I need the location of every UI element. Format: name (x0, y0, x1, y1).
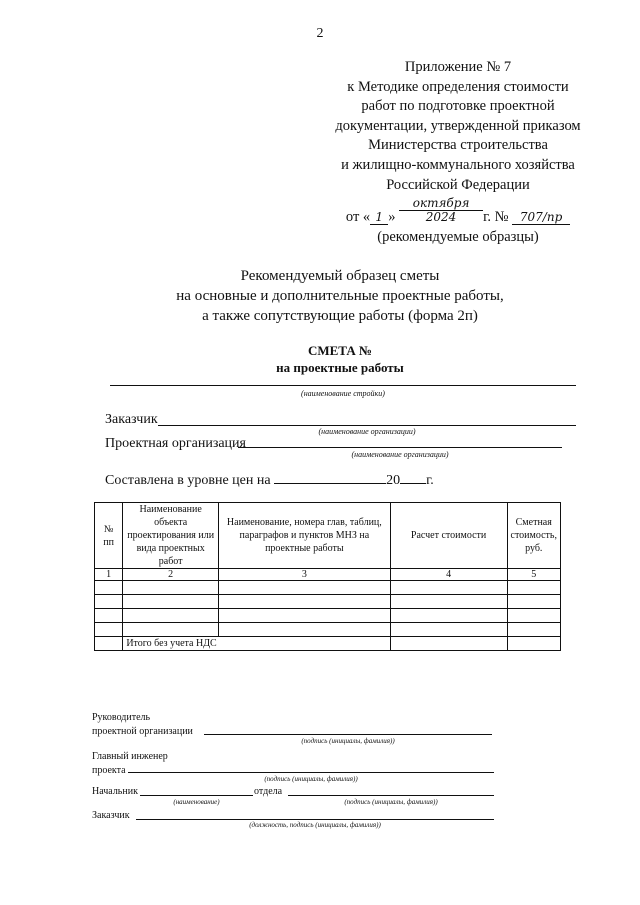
customer-sign-label: Заказчик (92, 810, 130, 821)
chief-signature-line[interactable] (128, 772, 494, 773)
dept-name-line[interactable] (140, 795, 253, 796)
head-signature-caption: (подпись (инициалы, фамилия)) (301, 737, 395, 745)
date-mid: » (388, 209, 396, 225)
col-header-object: Наименование объекта проектирования или вида проектных работ (123, 503, 219, 569)
table-cell[interactable] (219, 581, 391, 595)
head-signature-line[interactable] (204, 734, 492, 735)
recommended-note: (рекомендуемые образцы) (377, 229, 539, 245)
dept-name-caption: (наименование) (173, 798, 220, 806)
smeta-title: СМЕТА № (307, 343, 373, 358)
dept-signature-line[interactable] (288, 795, 494, 796)
price-year-suffix: г. (426, 473, 434, 488)
appendix-line: документации, утвержденной приказом (335, 117, 581, 134)
table-cell[interactable] (390, 637, 507, 651)
price-date-field[interactable] (274, 471, 386, 484)
customer-signature-line[interactable] (136, 819, 494, 820)
table-cell[interactable] (390, 609, 507, 623)
table-column-numbers-row (95, 569, 561, 581)
date-month-year-handwritten: октября 2024 (399, 196, 483, 211)
table-cell[interactable] (123, 623, 219, 637)
dept-label-2: отдела (254, 786, 283, 797)
customer-signature-caption: (должность, подпись (инициалы, фамилия)) (249, 821, 381, 829)
chief-signature-caption: (подпись (инициалы, фамилия)) (264, 775, 358, 783)
document-title (80, 266, 600, 326)
table-cell[interactable] (219, 595, 391, 609)
design-org-label: Проектная организация (105, 436, 246, 451)
table-cell[interactable] (219, 623, 391, 637)
title-line: Рекомендуемый образец сметы (240, 268, 440, 284)
title-line: на основные и дополнительные проектные работы, (176, 288, 504, 304)
appendix-line: и жилищно-коммунального хозяйства (341, 156, 575, 173)
table-row (95, 595, 561, 609)
design-org-caption: (наименование организации) (351, 450, 449, 459)
table-cell[interactable] (219, 609, 391, 623)
date-prefix: от « (345, 209, 371, 225)
table-cell[interactable] (507, 595, 561, 609)
table-cell[interactable] (95, 623, 123, 637)
order-number-handwritten: 707/пр (512, 210, 570, 225)
col-number-cell: 4 (390, 569, 507, 581)
table-total-row (95, 637, 561, 651)
price-year-field[interactable] (400, 471, 426, 484)
appendix-line: работ по подготовке проектной (361, 98, 555, 115)
chief-label-line1: Главный инженер (92, 751, 168, 762)
appendix-line: Министерства строительства (368, 137, 548, 154)
appendix-line: к Методике определения стоимости (347, 78, 569, 95)
appendix-line: Приложение № 7 (404, 59, 512, 75)
customer-caption: (наименование организации) (318, 427, 416, 436)
dept-signature-caption: (подпись (инициалы, фамилия)) (344, 798, 438, 806)
table-cell[interactable] (123, 581, 219, 595)
page-number: 2 (316, 26, 324, 41)
dept-label: Начальник (92, 786, 138, 797)
price-level-line (105, 471, 434, 489)
date-suffix: г. № (483, 209, 509, 225)
table-cell (95, 637, 123, 651)
table-cell[interactable] (95, 595, 123, 609)
table-cell[interactable] (390, 623, 507, 637)
col-number-cell: 2 (123, 569, 219, 581)
table-cell[interactable] (95, 581, 123, 595)
title-line: а также сопутствующие работы (форма 2п) (202, 308, 478, 324)
table-header-row (95, 503, 561, 569)
table-row (95, 581, 561, 595)
smeta-subtitle: на проектные работы (276, 360, 404, 375)
col-header-calc: Расчет стоимости (390, 503, 507, 569)
price-year-prefix: 20 (386, 473, 401, 488)
order-date-line (318, 196, 598, 226)
smeta-heading (80, 342, 600, 376)
design-org-line[interactable] (238, 447, 562, 448)
construction-caption: (наименование стройки) (301, 389, 385, 398)
table-cell[interactable] (507, 637, 561, 651)
price-level-prefix: Составлена в уровне цен на (105, 473, 271, 488)
date-day-handwritten: 1 (370, 210, 388, 225)
table-cell[interactable] (390, 581, 507, 595)
appendix-line: Российской Федерации (386, 176, 530, 193)
table-cell[interactable] (123, 609, 219, 623)
table-cell[interactable] (507, 623, 561, 637)
col-header-number: № пп (95, 503, 123, 569)
chief-label-line2: проекта (92, 765, 126, 776)
table-cell[interactable] (95, 609, 123, 623)
col-header-mnz: Наименование, номера глав, таблиц, параграфов и пунктов МНЗ на проектные работы (219, 503, 391, 569)
col-number-cell: 3 (219, 569, 391, 581)
head-label-line1: Руководитель (92, 712, 151, 723)
table-cell[interactable] (123, 595, 219, 609)
col-number-cell: 5 (507, 569, 561, 581)
col-number-cell: 1 (95, 569, 123, 581)
head-label-line2: проектной организации (92, 726, 193, 737)
total-label: Итого без учета НДС (123, 637, 390, 651)
table-row (95, 609, 561, 623)
table-cell[interactable] (507, 609, 561, 623)
customer-label: Заказчик (105, 412, 158, 427)
table-cell[interactable] (507, 581, 561, 595)
col-header-cost: Сметная стоимость, руб. (507, 503, 561, 569)
appendix-header (318, 58, 598, 195)
estimate-table (94, 502, 561, 651)
customer-line[interactable] (158, 425, 576, 426)
table-cell[interactable] (390, 595, 507, 609)
table-row (95, 623, 561, 637)
construction-name-line (110, 385, 576, 386)
